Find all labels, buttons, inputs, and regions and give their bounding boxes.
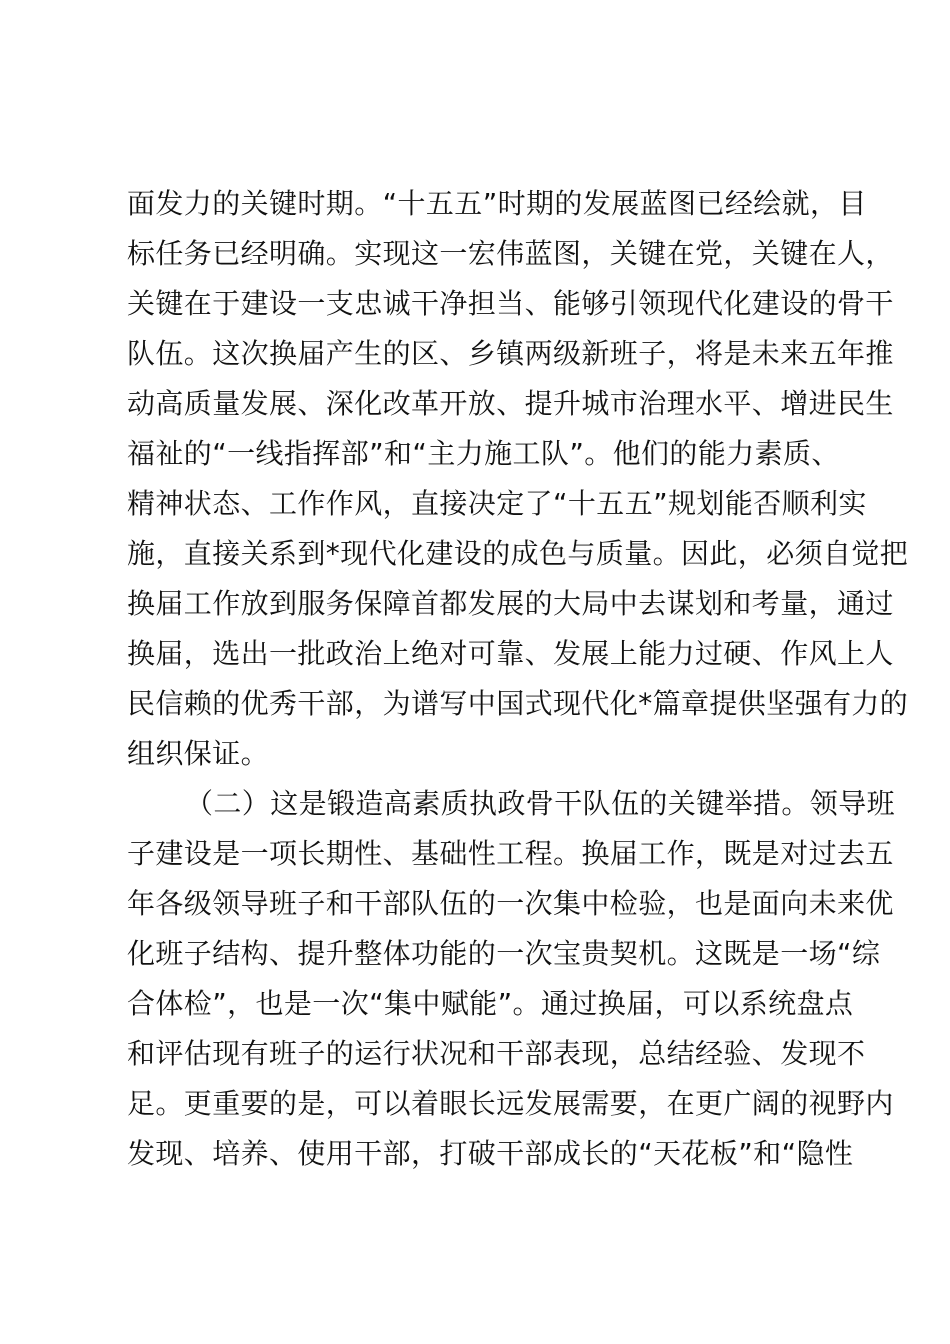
paragraph-continued [127,179,909,779]
paragraph-section-two [127,779,896,1179]
text-line: 施，直接关系到*现代化建设的成色与质量。因此，必须自觉把 [127,537,909,570]
text-line: 发现、培养、使用干部，打破干部成长的“天花板”和“隐性 [127,1137,854,1170]
text-line: 标任务已经明确。实现这一宏伟蓝图，关键在党，关键在人， [127,237,894,270]
text-line: 化班子结构、提升整体功能的一次宝贵契机。这既是一场“综 [127,937,881,970]
text-line: 合体检”，也是一次“集中赋能”。通过换届，可以系统盘点 [127,987,854,1020]
text-line: 足。更重要的是，可以着眼长远发展需要，在更广阔的视野内 [127,1087,894,1120]
text-line: 队伍。这次换届产生的区、乡镇两级新班子，将是未来五年推 [127,337,894,370]
text-line: 年各级领导班子和干部队伍的一次集中检验，也是面向未来优 [127,887,894,920]
text-line: 子建设是一项长期性、基础性工程。换届工作，既是对过去五 [127,837,894,870]
text-line: 换届，选出一批政治上绝对可靠、发展上能力过硬、作风上人 [127,637,894,670]
document-page [127,179,909,1179]
text-line: 组织保证。 [127,737,270,770]
text-line: 精神状态、工作作风，直接决定了“十五五”规划能否顺利实 [127,487,867,520]
text-line: 动高质量发展、深化改革开放、提升城市治理水平、增进民生 [127,387,894,420]
section-heading-line: （二）这是锻造高素质执政骨干队伍的关键举措。领导班 [185,787,896,820]
text-line: 关键在于建设一支忠诚干净担当、能够引领现代化建设的骨干 [127,287,894,320]
text-line: 面发力的关键时期。“十五五”时期的发展蓝图已经绘就，目 [127,187,867,220]
text-line: 福祉的“一线指挥部”和“主力施工队”。他们的能力素质、 [127,437,840,470]
text-line: 和评估现有班子的运行状况和干部表现，总结经验、发现不 [127,1037,866,1070]
text-line: 民信赖的优秀干部，为谱写中国式现代化*篇章提供坚强有力的 [127,687,909,720]
text-line: 换届工作放到服务保障首都发展的大局中去谋划和考量，通过 [127,587,894,620]
